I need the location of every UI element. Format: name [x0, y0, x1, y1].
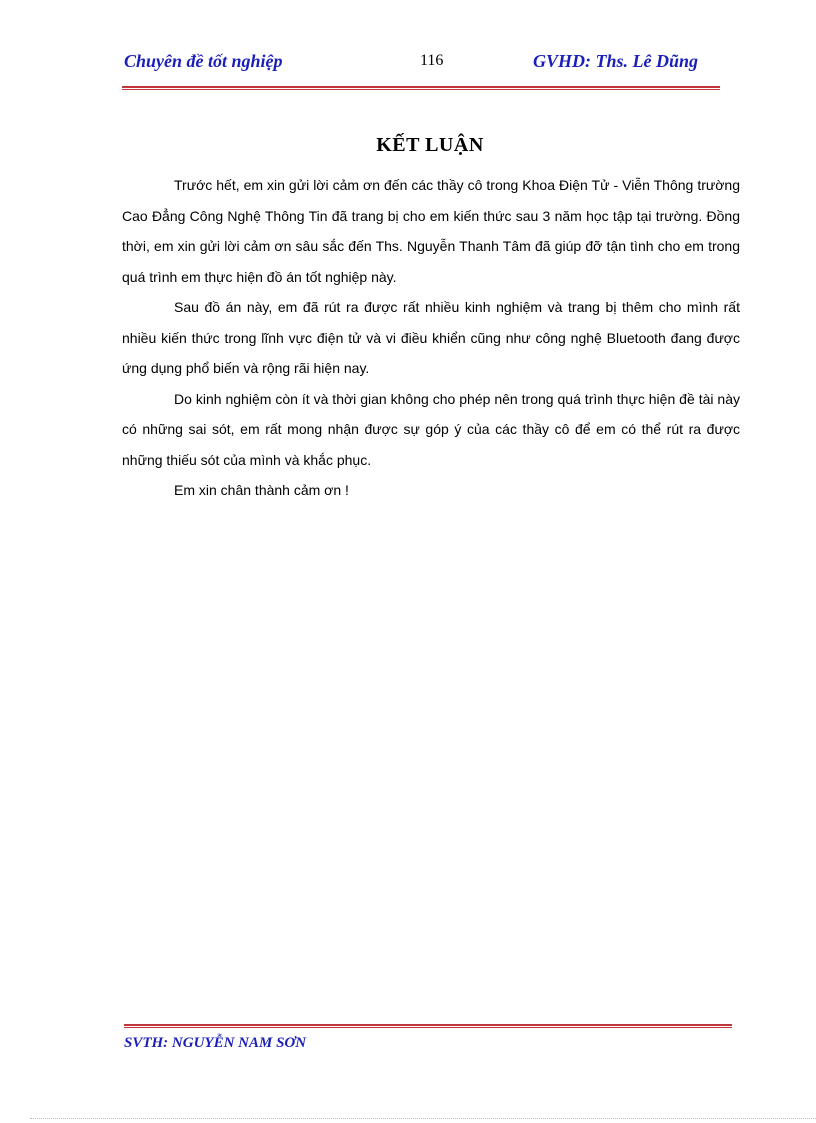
page-number: 116 — [420, 52, 444, 69]
paragraph-closing: Em xin chân thành cảm ơn ! — [174, 482, 349, 498]
page-title: KẾT LUẬN — [376, 134, 484, 156]
paragraph-experience: Sau đồ án này, em đã rút ra được rất nhiều kinh nghiệm và trang bị thêm cho mình rất nhiều kiến thức trong lĩnh vực điện tử và vi điều khiển cũng như công nghệ Bluetooth đang được ứng dụng phổ biến và rộng rãi hiện nay. — [122, 299, 740, 376]
footer-rule — [124, 1024, 732, 1028]
document-body — [122, 170, 740, 506]
footer-student: SVTH: NGUYỄN NAM SƠN — [124, 1035, 307, 1051]
page-bottom-dotted-line — [30, 1118, 816, 1119]
paragraph-thanks: Trước hết, em xin gửi lời cảm ơn đến các thầy cô trong Khoa Điện Tử - Viễn Thông trường Cao Đẳng Công Nghệ Thông Tin đã trang bị cho em kiến thức sau 3 năm học tập tại trường. Đồng thời, em xin gửi lời cảm ơn sâu sắc đến Ths. Nguyễn Thanh Tâm đã giúp đỡ tận tình cho em trong quá trình em thực hiện đồ án tốt nghiệp này. — [122, 177, 740, 285]
header-topic: Chuyên đề tốt nghiệp — [124, 51, 283, 71]
header-advisor: GVHD: Ths. Lê Dũng — [532, 51, 698, 71]
header-rule — [122, 86, 720, 90]
page-header — [124, 48, 720, 78]
paragraph-feedback: Do kinh nghiệm còn ít và thời gian không cho phép nên trong quá trình thực hiện đề tài này có những sai sót, em rất mong nhận được sự góp ý của các thầy cô để em có thể rút ra được những thiếu sót của mình và khắc phục. — [122, 390, 740, 468]
